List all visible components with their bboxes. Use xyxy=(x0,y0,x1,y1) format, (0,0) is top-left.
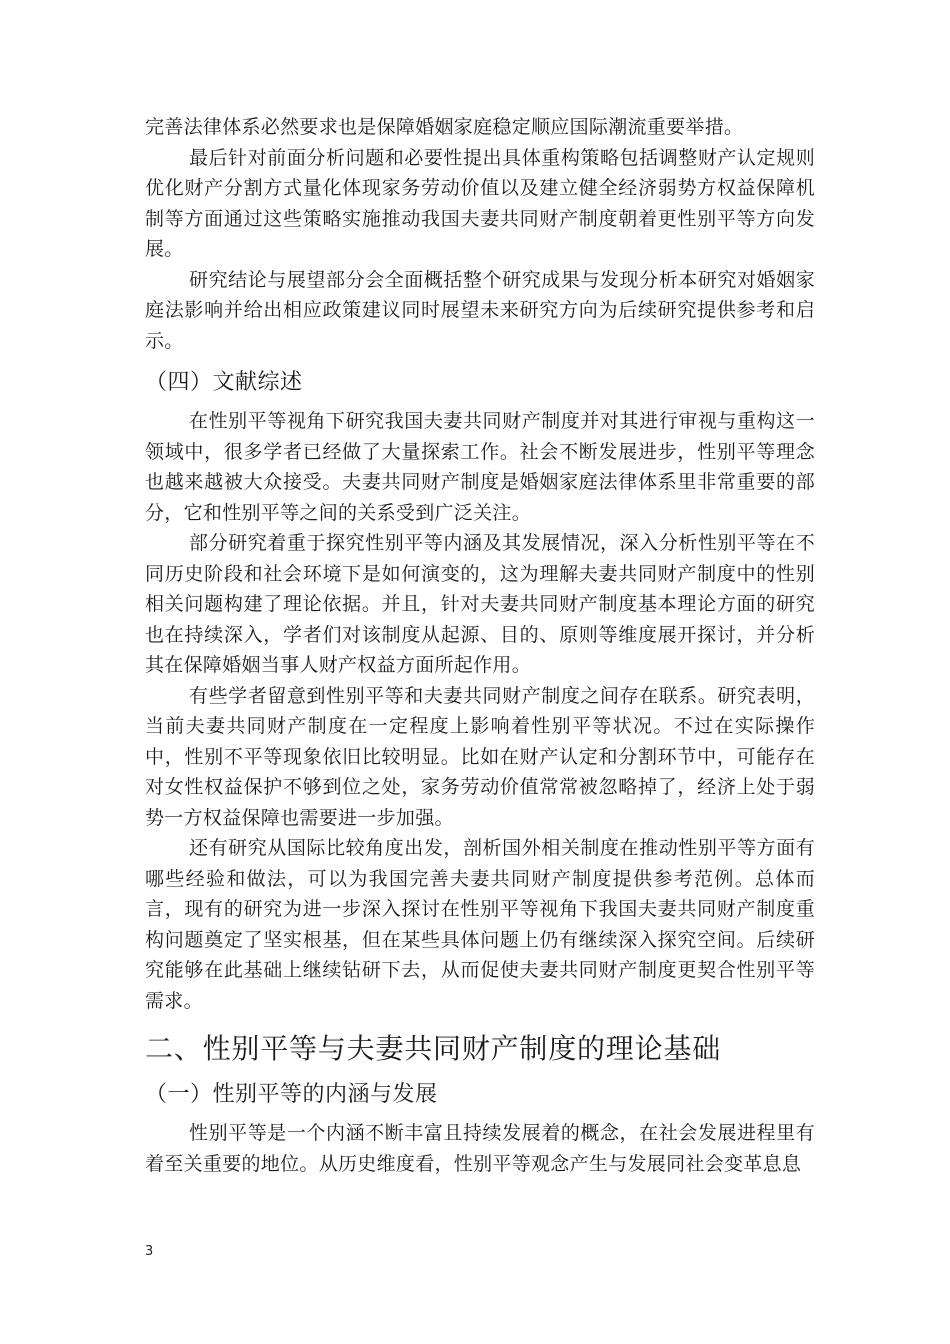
section-heading-gender-equality: （一）性别平等的内涵与发展 xyxy=(145,1082,438,1107)
paragraph-literature-4: 还有研究从国际比较角度出发，剖析国外相关制度在推动性别平等方面有哪些经验和做法，可以为我国完善夫妻共同财产制度提供参考范例。总体而言，现有的研究为进一步深入探讨在性别平等视角下我国夫妻共同财产制度重构问题奠定了坚实根基，但在某些具体问题上仍有继续深入探究空间。后续研究能够在此基础上继续钻研下去，从而促使夫妻共同财产制度更契合性别平等需求。 xyxy=(145,837,815,1012)
paragraph-literature-3: 有些学者留意到性别平等和夫妻共同财产制度之间存在联系。研究表明，当前夫妻共同财产制度在一定程度上影响着性别平等状况。不过在实际操作中，性别不平等现象依旧比较明显。比如在财产认定和分割环节中，可能存在对女性权益保护不够到位之处，家务劳动价值常常被忽略掉了，经济上处于弱势一方权益保障也需要进一步加强。 xyxy=(145,684,815,829)
chapter-heading-theoretical-basis: 二、性别平等与夫妻共同财产制度的理论基础 xyxy=(145,1032,722,1065)
section-heading-literature-review: （四）文献综述 xyxy=(145,370,303,395)
paragraph-continuation: 完善法律体系必然要求也是保障婚姻家庭稳定顺应国际潮流重要举措。 xyxy=(145,116,744,138)
paragraph-strategies: 最后针对前面分析问题和必要性提出具体重构策略包括调整财产认定规则优化财产分割方式量化体现家务劳动价值以及建立健全经济弱势方权益保障机制等方面通过这些策略实施推动我国夫妻共同财产制度朝着更性别平等方向发展。 xyxy=(145,146,815,260)
paragraph-gender-equality: 性别平等是一个内涵不断丰富且持续发展着的概念，在社会发展进程里有着至关重要的地位。从历史维度看，性别平等观念产生与发展同社会变革息息 xyxy=(145,1122,815,1175)
paragraph-conclusion-outlook: 研究结论与展望部分会全面概括整个研究成果与发现分析本研究对婚姻家庭法影响并给出相应政策建议同时展望未来研究方向为后续研究提供参考和启示。 xyxy=(145,268,815,352)
document-body xyxy=(145,112,815,1179)
page-number: 3 xyxy=(145,1244,154,1259)
paragraph-literature-1: 在性别平等视角下研究我国夫妻共同财产制度并对其进行审视与重构这一领域中，很多学者已经做了大量探索工作。社会不断发展进步，性别平等理念也越来越被大众接受。夫妻共同财产制度是婚姻家庭法律体系里非常重要的部分，它和性别平等之间的关系受到广泛关注。 xyxy=(145,410,815,524)
paragraph-literature-2: 部分研究着重于探究性别平等内涵及其发展情况，深入分析性别平等在不同历史阶段和社会环境下是如何演变的，这为理解夫妻共同财产制度中的性别相关问题构建了理论依据。并且，针对夫妻共同财产制度基本理论方面的研究也在持续深入，学者们对该制度从起源、目的、原则等维度展开探讨，并分析其在保障婚姻当事人财产权益方面所起作用。 xyxy=(145,532,815,676)
